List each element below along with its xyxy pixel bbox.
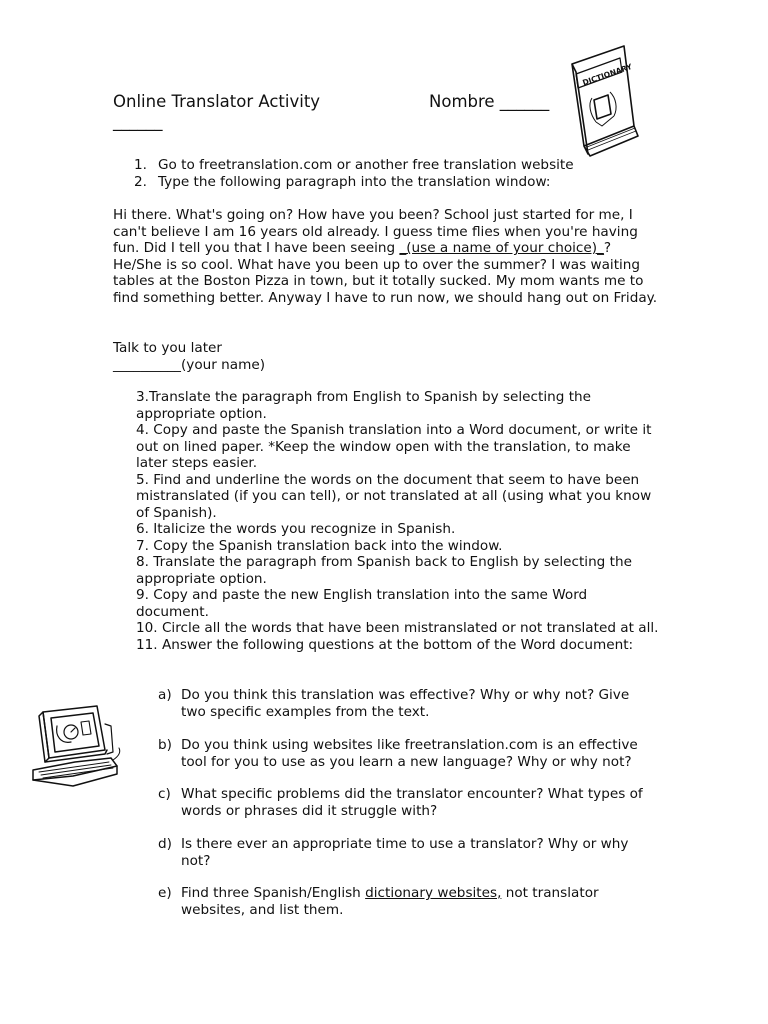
list-item: 6. Italicize the words you recognize in Spanish.: [136, 521, 456, 537]
name-placeholder: _(use a name of your choice)_: [399, 240, 604, 256]
instruction-steps: [136, 389, 661, 653]
list-item: 11. Answer the following questions at the bottom of the Word document:: [136, 636, 634, 653]
nombre-label: Nombre ______: [429, 92, 550, 111]
question-a: a) Do you think this translation was effective? Why or why not? Give two specific examples from the text.: [158, 687, 630, 720]
question-e: e) Find three Spanish/English dictionary websites, not translator websites, and list them.: [158, 885, 599, 918]
list-item: 3.Translate the paragraph from English to Spanish by selecting the appropriate option.: [136, 389, 591, 422]
page-title: Online Translator Activity: [113, 92, 321, 111]
list-item: 2. Type the following paragraph into the translation window:: [134, 173, 551, 190]
list-item: 1. Go to freetranslation.com or another free translation website: [134, 157, 574, 173]
signoff: Talk to you later __________(your name): [113, 340, 266, 373]
nombre-blank-continued: ______: [113, 112, 163, 131]
list-item: 5. Find and underline the words on the document that seem to have been mistranslated (if you can tell), or not translated at all (using what you know of Spanish).: [136, 471, 652, 521]
question-b: b) Do you think using websites like freetranslation.com is an effective tool for you to use as you learn a new language? Why or why not?: [158, 737, 638, 770]
dictionary-book-icon: [562, 42, 640, 162]
question-d: d) Is there ever an appropriate time to use a translator? Why or why not?: [158, 836, 629, 869]
list-item: 10. Circle all the words that have been mistranslated or not translated at all.: [136, 620, 659, 636]
question-c: c) What specific problems did the translator encounter? What types of words or phrases did it struggle with?: [158, 786, 643, 819]
computer-icon: [25, 700, 125, 788]
sample-paragraph: Hi there. What's going on? How have you been? School just started for me, I can't believe I am 16 years old already. I guess time flies when you're having fun. Did I tell you that I have been seeing _(use a name of your choice)_? He/She is so cool. What have you been up to over the summer? I was waiting tables at the Boston Pizza in town, but it totally sucked. My mom wants me to find something better. Anyway I have to run now, we should hang out on Friday.: [113, 207, 658, 306]
dictionary-cover-label: DICTIONARY: [581, 61, 634, 88]
list-item: 7. Copy the Spanish translation back into the window.: [136, 537, 503, 554]
dictionary-websites-underlined: dictionary websites,: [365, 885, 502, 901]
list-item: 4. Copy and paste the Spanish translation into a Word document, or write it out on lined paper. *Keep the window open with the translation, to make later steps easier.: [136, 422, 652, 471]
intro-steps: [134, 157, 574, 190]
list-item: 9. Copy and paste the new English translation into the same Word document.: [136, 587, 588, 620]
list-item: 8. Translate the paragraph from Spanish back to English by selecting the appropriate option.: [136, 554, 632, 587]
